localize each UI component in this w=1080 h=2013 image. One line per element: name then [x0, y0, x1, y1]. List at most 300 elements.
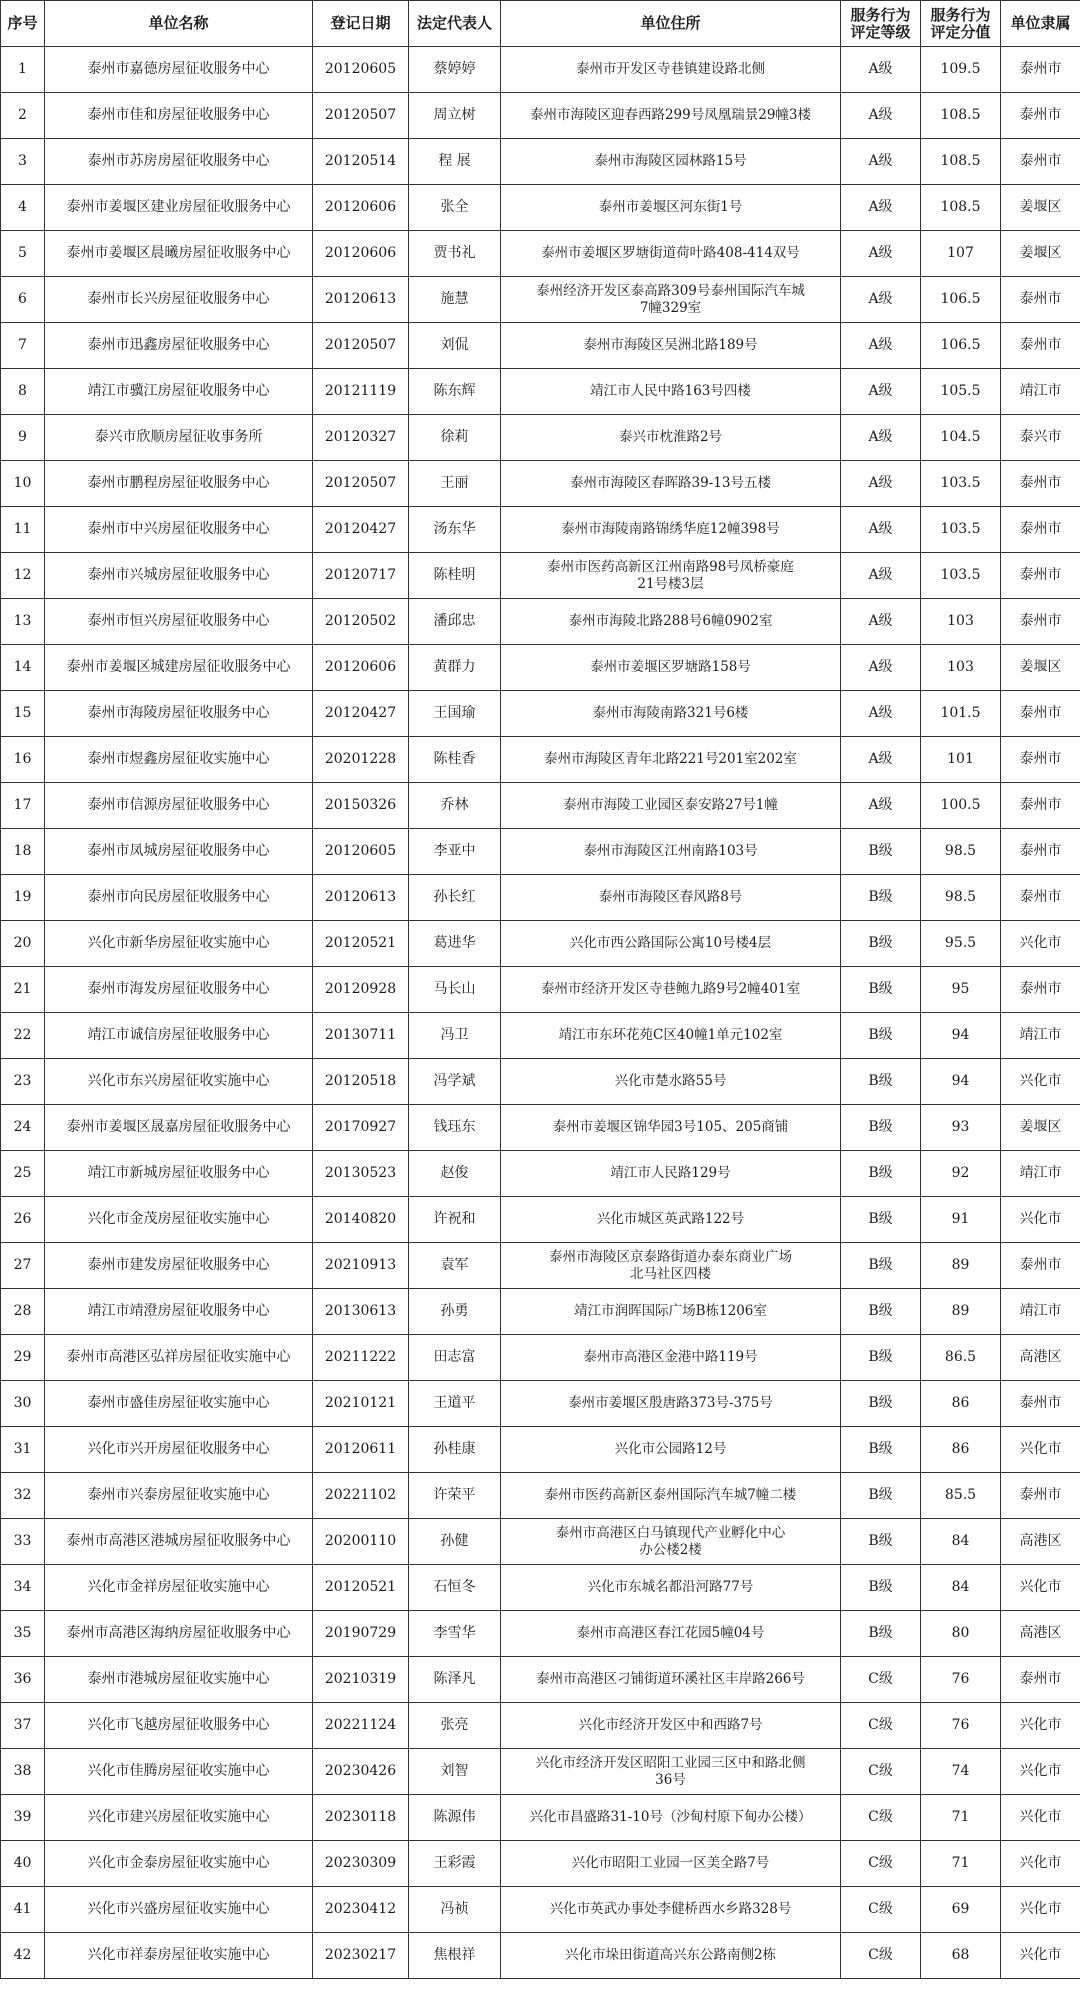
cell-unit-name: 泰州市凤城房屋征收服务中心 — [45, 829, 313, 875]
cell-unit-name: 兴化市兴开房屋征收服务中心 — [45, 1427, 313, 1473]
cell-score: 89 — [921, 1289, 1001, 1335]
cell-score: 86.5 — [921, 1335, 1001, 1381]
cell-reg-date: 20150326 — [313, 783, 409, 829]
cell-grade: A级 — [841, 415, 921, 461]
cell-legal-rep: 田志富 — [409, 1335, 501, 1381]
cell-reg-date: 20130711 — [313, 1013, 409, 1059]
cell-legal-rep: 贾书礼 — [409, 231, 501, 277]
table-row — [1, 691, 1080, 737]
cell-grade: B级 — [841, 1381, 921, 1427]
cell-affiliation: 姜堰区 — [1001, 231, 1080, 277]
cell-index: 27 — [1, 1243, 45, 1289]
cell-legal-rep: 程 展 — [409, 139, 501, 185]
table-row — [1, 415, 1080, 461]
cell-score: 84 — [921, 1565, 1001, 1611]
cell-affiliation: 泰州市 — [1001, 599, 1080, 645]
cell-reg-date: 20120427 — [313, 507, 409, 553]
cell-reg-date: 20140820 — [313, 1197, 409, 1243]
header-col-score: 服务行为 评定分值 — [921, 1, 1001, 47]
cell-legal-rep: 陈源伟 — [409, 1795, 501, 1841]
table-row — [1, 139, 1080, 185]
cell-reg-date: 20230118 — [313, 1795, 409, 1841]
cell-index: 26 — [1, 1197, 45, 1243]
table-row — [1, 1933, 1080, 1979]
cell-affiliation: 泰州市 — [1001, 1243, 1080, 1289]
cell-address: 泰州市姜堰区殷唐路373号-375号 — [501, 1381, 841, 1427]
cell-score: 108.5 — [921, 185, 1001, 231]
cell-grade: C级 — [841, 1795, 921, 1841]
header-col-unit-name: 单位名称 — [45, 1, 313, 47]
table-row — [1, 1565, 1080, 1611]
cell-index: 39 — [1, 1795, 45, 1841]
cell-address: 兴化市昌盛路31-10号（沙甸村原下甸办公楼） — [501, 1795, 841, 1841]
cell-address: 兴化市英武办事处李健桥西水乡路328号 — [501, 1887, 841, 1933]
cell-reg-date: 20211222 — [313, 1335, 409, 1381]
cell-score: 106.5 — [921, 323, 1001, 369]
cell-unit-name: 兴化市建兴房屋征收实施中心 — [45, 1795, 313, 1841]
table-row — [1, 553, 1080, 599]
cell-index: 37 — [1, 1703, 45, 1749]
cell-reg-date: 20120605 — [313, 47, 409, 93]
table-row — [1, 1381, 1080, 1427]
table-row — [1, 737, 1080, 783]
cell-address: 兴化市东城名都沿河路77号 — [501, 1565, 841, 1611]
cell-legal-rep: 袁军 — [409, 1243, 501, 1289]
cell-affiliation: 泰州市 — [1001, 1473, 1080, 1519]
cell-affiliation: 泰州市 — [1001, 277, 1080, 323]
cell-grade: B级 — [841, 1151, 921, 1197]
cell-address: 兴化市公园路12号 — [501, 1427, 841, 1473]
cell-unit-name: 靖江市靖澄房屋征收服务中心 — [45, 1289, 313, 1335]
cell-legal-rep: 王道平 — [409, 1381, 501, 1427]
cell-reg-date: 20230412 — [313, 1887, 409, 1933]
cell-index: 42 — [1, 1933, 45, 1979]
cell-grade: B级 — [841, 1427, 921, 1473]
cell-unit-name: 泰州市盛佳房屋征收实施中心 — [45, 1381, 313, 1427]
cell-grade: A级 — [841, 139, 921, 185]
cell-index: 25 — [1, 1151, 45, 1197]
table-row — [1, 47, 1080, 93]
cell-index: 40 — [1, 1841, 45, 1887]
cell-legal-rep: 张全 — [409, 185, 501, 231]
cell-index: 2 — [1, 93, 45, 139]
cell-score: 106.5 — [921, 277, 1001, 323]
cell-reg-date: 20120507 — [313, 93, 409, 139]
cell-unit-name: 泰州市佳和房屋征收服务中心 — [45, 93, 313, 139]
cell-grade: C级 — [841, 1703, 921, 1749]
cell-legal-rep: 石恒冬 — [409, 1565, 501, 1611]
cell-grade: B级 — [841, 1565, 921, 1611]
table-row — [1, 1013, 1080, 1059]
cell-score: 68 — [921, 1933, 1001, 1979]
table-row — [1, 277, 1080, 323]
cell-score: 103 — [921, 599, 1001, 645]
cell-unit-name: 泰州市建发房屋征收服务中心 — [45, 1243, 313, 1289]
cell-affiliation: 泰州市 — [1001, 1657, 1080, 1703]
cell-affiliation: 高港区 — [1001, 1519, 1080, 1565]
cell-affiliation: 靖江市 — [1001, 1151, 1080, 1197]
cell-grade: B级 — [841, 1105, 921, 1151]
cell-index: 36 — [1, 1657, 45, 1703]
cell-address: 泰州市姜堰区锦华园3号105、205商铺 — [501, 1105, 841, 1151]
cell-unit-name: 泰州市迅鑫房屋征收服务中心 — [45, 323, 313, 369]
cell-unit-name: 靖江市新城房屋征收服务中心 — [45, 1151, 313, 1197]
cell-reg-date: 20170927 — [313, 1105, 409, 1151]
table-row — [1, 323, 1080, 369]
cell-address: 兴化市经济开发区昭阳工业园三区中和路北侧 36号 — [501, 1749, 841, 1795]
cell-affiliation: 兴化市 — [1001, 1427, 1080, 1473]
cell-grade: B级 — [841, 967, 921, 1013]
table-row — [1, 1105, 1080, 1151]
cell-address: 泰州市医药高新区泰州国际汽车城7幢二楼 — [501, 1473, 841, 1519]
cell-address: 泰州市海陵区京泰路街道办泰东商业广场 北马社区四楼 — [501, 1243, 841, 1289]
cell-index: 12 — [1, 553, 45, 599]
table-row — [1, 875, 1080, 921]
cell-score: 93 — [921, 1105, 1001, 1151]
cell-index: 30 — [1, 1381, 45, 1427]
cell-grade: B级 — [841, 1059, 921, 1105]
cell-score: 103 — [921, 645, 1001, 691]
cell-address: 泰州市海陵工业园区泰安路27号1幢 — [501, 783, 841, 829]
cell-legal-rep: 钱珏东 — [409, 1105, 501, 1151]
cell-reg-date: 20120507 — [313, 461, 409, 507]
cell-address: 泰州市海陵北路288号6幢0902室 — [501, 599, 841, 645]
cell-address: 泰州市海陵南路321号6楼 — [501, 691, 841, 737]
cell-reg-date: 20120717 — [313, 553, 409, 599]
cell-address: 兴化市垛田街道高兴东公路南侧2栋 — [501, 1933, 841, 1979]
cell-index: 5 — [1, 231, 45, 277]
cell-index: 23 — [1, 1059, 45, 1105]
cell-index: 4 — [1, 185, 45, 231]
cell-index: 24 — [1, 1105, 45, 1151]
cell-unit-name: 兴化市金泰房屋征收实施中心 — [45, 1841, 313, 1887]
cell-reg-date: 20120521 — [313, 1565, 409, 1611]
cell-index: 29 — [1, 1335, 45, 1381]
cell-reg-date: 20201228 — [313, 737, 409, 783]
cell-unit-name: 兴化市飞越房屋征收服务中心 — [45, 1703, 313, 1749]
cell-unit-name: 泰州市港城房屋征收实施中心 — [45, 1657, 313, 1703]
cell-score: 95.5 — [921, 921, 1001, 967]
cell-grade: B级 — [841, 1289, 921, 1335]
cell-grade: A级 — [841, 461, 921, 507]
cell-grade: B级 — [841, 1519, 921, 1565]
cell-reg-date: 20221124 — [313, 1703, 409, 1749]
cell-grade: B级 — [841, 1473, 921, 1519]
cell-reg-date: 20120606 — [313, 645, 409, 691]
header-col-index: 序号 — [1, 1, 45, 47]
cell-score: 71 — [921, 1795, 1001, 1841]
cell-reg-date: 20190729 — [313, 1611, 409, 1657]
cell-index: 41 — [1, 1887, 45, 1933]
cell-legal-rep: 刘智 — [409, 1749, 501, 1795]
table-row — [1, 1611, 1080, 1657]
cell-index: 32 — [1, 1473, 45, 1519]
cell-address: 泰州市海陵区迎春西路299号凤凰瑞景29幢3楼 — [501, 93, 841, 139]
cell-index: 7 — [1, 323, 45, 369]
table-row — [1, 1059, 1080, 1105]
cell-index: 21 — [1, 967, 45, 1013]
cell-address: 兴化市楚水路55号 — [501, 1059, 841, 1105]
cell-index: 34 — [1, 1565, 45, 1611]
cell-score: 101 — [921, 737, 1001, 783]
cell-reg-date: 20120514 — [313, 139, 409, 185]
cell-score: 101.5 — [921, 691, 1001, 737]
cell-legal-rep: 蔡婷婷 — [409, 47, 501, 93]
cell-grade: A级 — [841, 185, 921, 231]
cell-affiliation: 泰州市 — [1001, 875, 1080, 921]
cell-index: 14 — [1, 645, 45, 691]
table-row — [1, 783, 1080, 829]
cell-legal-rep: 徐莉 — [409, 415, 501, 461]
cell-address: 泰州市高港区刁铺街道环溪社区丰岸路266号 — [501, 1657, 841, 1703]
table-row — [1, 1703, 1080, 1749]
cell-legal-rep: 陈东辉 — [409, 369, 501, 415]
cell-affiliation: 泰州市 — [1001, 461, 1080, 507]
cell-index: 3 — [1, 139, 45, 185]
cell-address: 泰州经济开发区泰高路309号泰州国际汽车城 7幢329室 — [501, 277, 841, 323]
cell-affiliation: 泰州市 — [1001, 829, 1080, 875]
cell-score: 84 — [921, 1519, 1001, 1565]
header-col-affiliation: 单位隶属 — [1001, 1, 1080, 47]
cell-grade: A级 — [841, 783, 921, 829]
cell-score: 103.5 — [921, 553, 1001, 599]
table-header-row — [1, 1, 1080, 47]
header-col-reg-date: 登记日期 — [313, 1, 409, 47]
cell-unit-name: 泰州市苏房房屋征收服务中心 — [45, 139, 313, 185]
cell-affiliation: 泰州市 — [1001, 47, 1080, 93]
table-row — [1, 1795, 1080, 1841]
cell-grade: A级 — [841, 231, 921, 277]
cell-reg-date: 20120605 — [313, 829, 409, 875]
cell-unit-name: 泰州市信源房屋征收服务中心 — [45, 783, 313, 829]
cell-affiliation: 泰州市 — [1001, 737, 1080, 783]
cell-legal-rep: 赵俊 — [409, 1151, 501, 1197]
cell-score: 71 — [921, 1841, 1001, 1887]
cell-address: 泰州市海陵区春风路8号 — [501, 875, 841, 921]
cell-affiliation: 泰州市 — [1001, 323, 1080, 369]
cell-index: 13 — [1, 599, 45, 645]
cell-grade: B级 — [841, 1197, 921, 1243]
table-row — [1, 1243, 1080, 1289]
cell-address: 泰州市高港区白马镇现代产业孵化中心 办公楼2楼 — [501, 1519, 841, 1565]
table-row — [1, 369, 1080, 415]
cell-index: 28 — [1, 1289, 45, 1335]
cell-reg-date: 20120521 — [313, 921, 409, 967]
cell-address: 兴化市经济开发区中和西路7号 — [501, 1703, 841, 1749]
cell-legal-rep: 孙桂康 — [409, 1427, 501, 1473]
cell-address: 泰州市姜堰区河东街1号 — [501, 185, 841, 231]
cell-address: 泰兴市枕淮路2号 — [501, 415, 841, 461]
cell-affiliation: 泰州市 — [1001, 507, 1080, 553]
cell-address: 泰州市高港区金港中路119号 — [501, 1335, 841, 1381]
cell-legal-rep: 陈泽凡 — [409, 1657, 501, 1703]
cell-grade: B级 — [841, 1013, 921, 1059]
table-row — [1, 599, 1080, 645]
table-row — [1, 829, 1080, 875]
cell-reg-date: 20120606 — [313, 231, 409, 277]
cell-unit-name: 泰州市高港区海纳房屋征收服务中心 — [45, 1611, 313, 1657]
cell-unit-name: 泰州市兴城房屋征收服务中心 — [45, 553, 313, 599]
cell-index: 22 — [1, 1013, 45, 1059]
cell-legal-rep: 孙健 — [409, 1519, 501, 1565]
cell-reg-date: 20120502 — [313, 599, 409, 645]
cell-reg-date: 20210913 — [313, 1243, 409, 1289]
cell-affiliation: 兴化市 — [1001, 1841, 1080, 1887]
cell-grade: C级 — [841, 1887, 921, 1933]
cell-legal-rep: 马长山 — [409, 967, 501, 1013]
cell-legal-rep: 葛进华 — [409, 921, 501, 967]
cell-unit-name: 泰州市姜堰区建业房屋征收服务中心 — [45, 185, 313, 231]
cell-reg-date: 20130523 — [313, 1151, 409, 1197]
table-row — [1, 1335, 1080, 1381]
cell-grade: B级 — [841, 829, 921, 875]
cell-score: 94 — [921, 1059, 1001, 1105]
table-row — [1, 231, 1080, 277]
cell-legal-rep: 王彩霞 — [409, 1841, 501, 1887]
cell-reg-date: 20120507 — [313, 323, 409, 369]
cell-legal-rep: 周立树 — [409, 93, 501, 139]
cell-score: 85.5 — [921, 1473, 1001, 1519]
cell-score: 86 — [921, 1381, 1001, 1427]
cell-grade: B级 — [841, 1611, 921, 1657]
cell-address: 靖江市润晖国际广场B栋1206室 — [501, 1289, 841, 1335]
cell-score: 107 — [921, 231, 1001, 277]
cell-grade: A级 — [841, 599, 921, 645]
cell-legal-rep: 孙勇 — [409, 1289, 501, 1335]
cell-grade: A级 — [841, 93, 921, 139]
cell-reg-date: 20120613 — [313, 277, 409, 323]
cell-affiliation: 兴化市 — [1001, 1059, 1080, 1105]
cell-address: 兴化市昭阳工业园一区美全路7号 — [501, 1841, 841, 1887]
cell-affiliation: 高港区 — [1001, 1611, 1080, 1657]
cell-reg-date: 20120928 — [313, 967, 409, 1013]
cell-unit-name: 兴化市新华房屋征收实施中心 — [45, 921, 313, 967]
cell-reg-date: 20120427 — [313, 691, 409, 737]
table-row — [1, 1289, 1080, 1335]
cell-reg-date: 20121119 — [313, 369, 409, 415]
table-row — [1, 967, 1080, 1013]
cell-score: 104.5 — [921, 415, 1001, 461]
table-row — [1, 1841, 1080, 1887]
cell-unit-name: 泰州市嘉德房屋征收服务中心 — [45, 47, 313, 93]
table-row — [1, 1473, 1080, 1519]
table-row — [1, 645, 1080, 691]
cell-unit-name: 泰州市向民房屋征收服务中心 — [45, 875, 313, 921]
cell-unit-name: 靖江市诚信房屋征收服务中心 — [45, 1013, 313, 1059]
cell-index: 31 — [1, 1427, 45, 1473]
cell-index: 19 — [1, 875, 45, 921]
cell-address: 泰州市姜堰区罗塘街道荷叶路408-414双号 — [501, 231, 841, 277]
cell-score: 86 — [921, 1427, 1001, 1473]
cell-score: 98.5 — [921, 829, 1001, 875]
cell-score: 100.5 — [921, 783, 1001, 829]
cell-unit-name: 泰州市海陵房屋征收服务中心 — [45, 691, 313, 737]
cell-address: 泰州市医药高新区江州南路98号凤桥豪庭 21号楼3层 — [501, 553, 841, 599]
cell-legal-rep: 李雪华 — [409, 1611, 501, 1657]
cell-score: 94 — [921, 1013, 1001, 1059]
cell-grade: A级 — [841, 645, 921, 691]
table-row — [1, 1887, 1080, 1933]
cell-unit-name: 泰州市恒兴房屋征收服务中心 — [45, 599, 313, 645]
cell-unit-name: 兴化市佳腾房屋征收实施中心 — [45, 1749, 313, 1795]
cell-affiliation: 兴化市 — [1001, 1197, 1080, 1243]
cell-unit-name: 泰州市姜堰区晟嘉房屋征收服务中心 — [45, 1105, 313, 1151]
cell-index: 1 — [1, 47, 45, 93]
cell-affiliation: 泰州市 — [1001, 783, 1080, 829]
cell-unit-name: 泰州市姜堰区城建房屋征收服务中心 — [45, 645, 313, 691]
cell-grade: A级 — [841, 737, 921, 783]
cell-address: 兴化市城区英武路122号 — [501, 1197, 841, 1243]
cell-legal-rep: 乔林 — [409, 783, 501, 829]
cell-index: 35 — [1, 1611, 45, 1657]
cell-affiliation: 靖江市 — [1001, 1013, 1080, 1059]
cell-address: 靖江市东环花苑C区40幢1单元102室 — [501, 1013, 841, 1059]
cell-grade: B级 — [841, 921, 921, 967]
cell-score: 105.5 — [921, 369, 1001, 415]
cell-index: 11 — [1, 507, 45, 553]
cell-index: 6 — [1, 277, 45, 323]
cell-unit-name: 兴化市金茂房屋征收实施中心 — [45, 1197, 313, 1243]
table-row — [1, 1197, 1080, 1243]
cell-unit-name: 泰兴市欣顺房屋征收事务所 — [45, 415, 313, 461]
cell-score: 76 — [921, 1657, 1001, 1703]
cell-address: 泰州市经济开发区寺巷鲍九路9号2幢401室 — [501, 967, 841, 1013]
cell-affiliation: 姜堰区 — [1001, 1105, 1080, 1151]
cell-score: 108.5 — [921, 139, 1001, 185]
cell-index: 17 — [1, 783, 45, 829]
cell-score: 76 — [921, 1703, 1001, 1749]
cell-unit-name: 泰州市兴泰房屋征收实施中心 — [45, 1473, 313, 1519]
cell-unit-name: 兴化市东兴房屋征收实施中心 — [45, 1059, 313, 1105]
cell-reg-date: 20120327 — [313, 415, 409, 461]
table-row — [1, 507, 1080, 553]
cell-index: 8 — [1, 369, 45, 415]
cell-index: 16 — [1, 737, 45, 783]
cell-legal-rep: 陈桂香 — [409, 737, 501, 783]
cell-affiliation: 泰州市 — [1001, 691, 1080, 737]
cell-grade: A级 — [841, 369, 921, 415]
cell-address: 靖江市人民路129号 — [501, 1151, 841, 1197]
header-col-legal-rep: 法定代表人 — [409, 1, 501, 47]
cell-reg-date: 20230309 — [313, 1841, 409, 1887]
cell-reg-date: 20210121 — [313, 1381, 409, 1427]
cell-legal-rep: 施慧 — [409, 277, 501, 323]
cell-unit-name: 靖江市骥江房屋征收服务中心 — [45, 369, 313, 415]
cell-affiliation: 姜堰区 — [1001, 645, 1080, 691]
table-row — [1, 1151, 1080, 1197]
cell-legal-rep: 冯卫 — [409, 1013, 501, 1059]
table-row — [1, 461, 1080, 507]
cell-score: 91 — [921, 1197, 1001, 1243]
cell-grade: A级 — [841, 507, 921, 553]
table-row — [1, 185, 1080, 231]
cell-reg-date: 20120606 — [313, 185, 409, 231]
cell-grade: B级 — [841, 1243, 921, 1289]
cell-legal-rep: 孙长红 — [409, 875, 501, 921]
cell-score: 103.5 — [921, 461, 1001, 507]
table-row — [1, 1749, 1080, 1795]
cell-unit-name: 泰州市长兴房屋征收服务中心 — [45, 277, 313, 323]
cell-legal-rep: 刘侃 — [409, 323, 501, 369]
cell-affiliation: 泰州市 — [1001, 93, 1080, 139]
cell-affiliation: 兴化市 — [1001, 1795, 1080, 1841]
cell-grade: B级 — [841, 875, 921, 921]
cell-index: 10 — [1, 461, 45, 507]
cell-reg-date: 20200110 — [313, 1519, 409, 1565]
cell-legal-rep: 汤东华 — [409, 507, 501, 553]
cell-affiliation: 兴化市 — [1001, 1749, 1080, 1795]
cell-address: 兴化市西公路国际公寓10号楼4层 — [501, 921, 841, 967]
